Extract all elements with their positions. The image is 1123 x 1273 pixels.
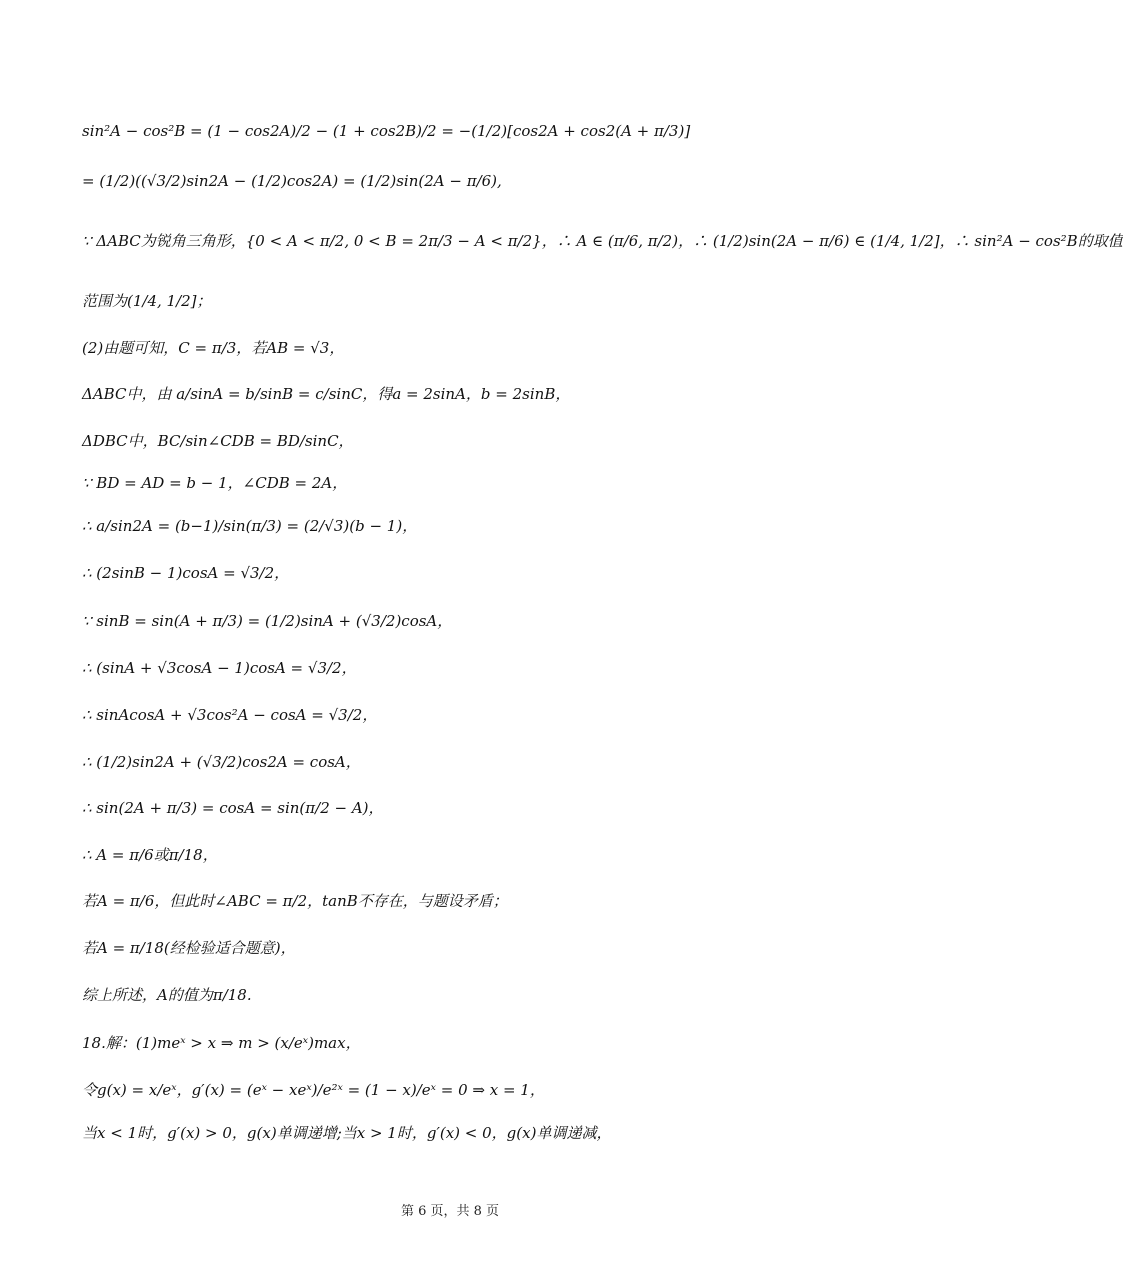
line-7: ΔDBC中，BC/sin∠CDB = BD/sinC， xyxy=(82,432,354,450)
line-6: ΔABC中，由 a/sinA = b/sinB = c/sinC，得a = 2sinA，b = 2sinB， xyxy=(82,385,571,403)
line-21: 令g(x) = x/eˣ，g′(x) = (eˣ − xeˣ)/e²ˣ = (1 − x)/eˣ = 0 ⇒ x = 1， xyxy=(82,1081,545,1099)
line-13: ∴ sinAcosA + √3cos²A − cosA = √3/2， xyxy=(82,706,378,724)
line-22: 当x < 1时，g′(x) > 0，g(x)单调递增;当x > 1时，g′(x) < 0，g(x)单调递减， xyxy=(82,1124,612,1142)
line-3: ∵ ΔABC为锐角三角形，{0 < A < π/2, 0 < B = 2π/3 − A < π/2}，∴ A ∈ (π/6, π/2)，∴ (1/2)sin(2A − π/6) ∈ (1/4, 1/2]，∴ sin²A − cos²B的取值 xyxy=(82,232,1123,250)
line-14: ∴ (1/2)sin2A + (√3/2)cos2A = cosA， xyxy=(82,753,361,771)
line-17: 若A = π/6，但此时∠ABC = π/2，tanB不存在，与题设矛盾； xyxy=(82,892,508,910)
line-18: 若A = π/18(经检验适合题意)， xyxy=(82,939,296,957)
page-footer: 第 6 页，共 8 页 xyxy=(400,1204,500,1219)
line-4: 范围为(1/4, 1/2]； xyxy=(82,292,212,310)
line-19: 综上所述，A的值为π/18. xyxy=(82,986,252,1004)
line-2: = (1/2)((√3/2)sin2A − (1/2)cos2A) = (1/2)sin(2A − π/6), xyxy=(82,172,502,190)
line-12: ∴ (sinA + √3cosA − 1)cosA = √3/2， xyxy=(82,659,357,677)
line-9: ∴ a/sin2A = (b−1)/sin(π/3) = (2/√3)(b − 1)， xyxy=(82,517,418,535)
line-20: 18.解：(1)meˣ > x ⇒ m > (x/eˣ)max， xyxy=(82,1034,361,1052)
line-8: ∵ BD = AD = b − 1，∠CDB = 2A， xyxy=(82,474,348,492)
line-11: ∵ sinB = sin(A + π/3) = (1/2)sinA + (√3/2)cosA， xyxy=(82,612,453,630)
line-5: (2)由题可知，C = π/3，若AB = √3， xyxy=(82,339,345,357)
line-1: sin²A − cos²B = (1 − cos2A)/2 − (1 + cos2B)/2 = −(1/2)[cos2A + cos2(A + π/3)] xyxy=(82,122,691,140)
line-10: ∴ (2sinB − 1)cosA = √3/2， xyxy=(82,564,290,582)
line-15: ∴ sin(2A + π/3) = cosA = sin(π/2 − A)， xyxy=(82,799,384,817)
line-16: ∴ A = π/6或π/18， xyxy=(82,846,218,864)
